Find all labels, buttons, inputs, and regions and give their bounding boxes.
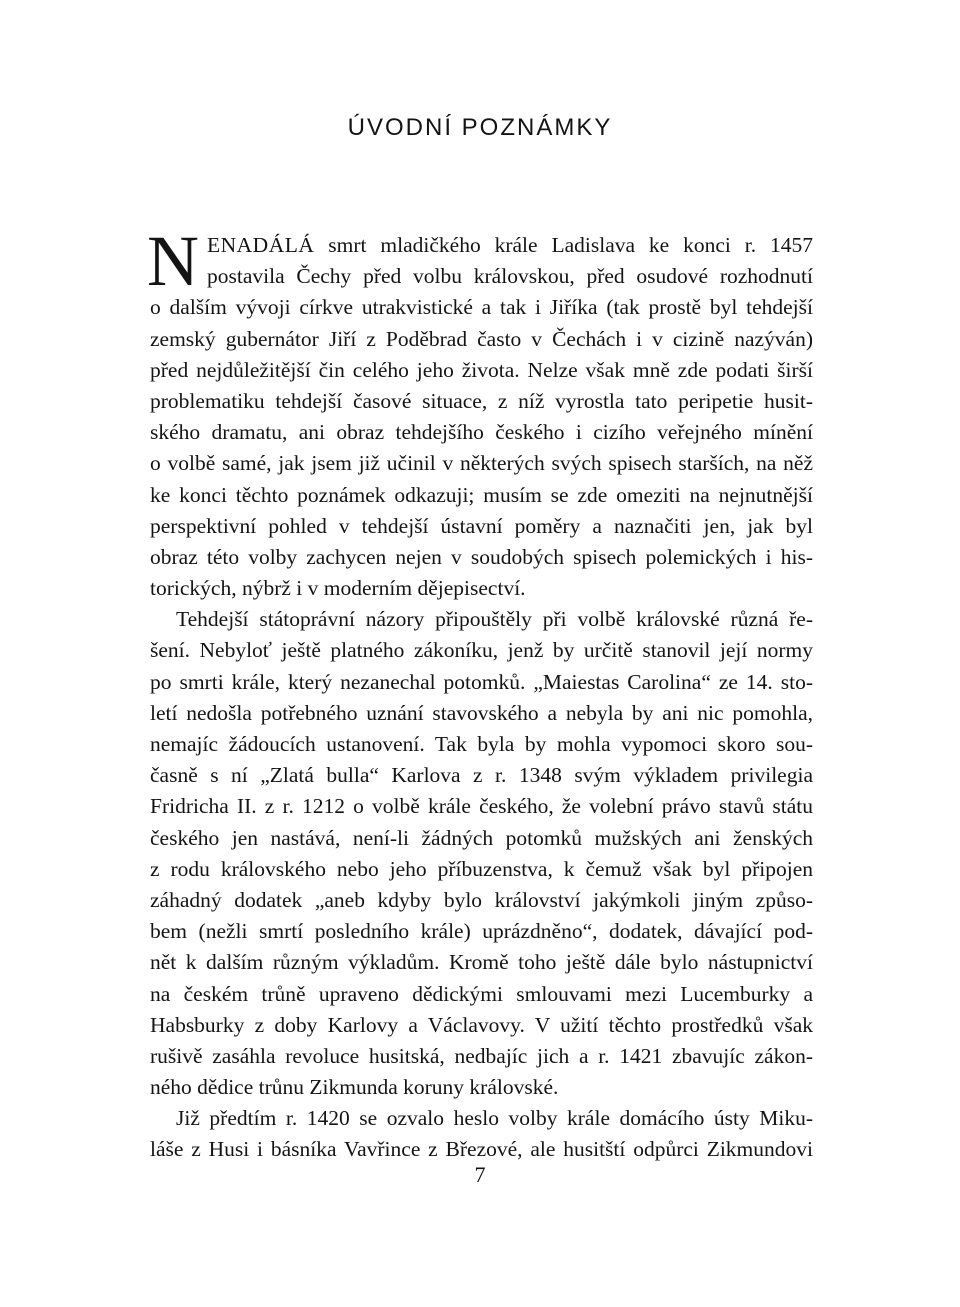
text-line: o volbě samé, jak jsem již učinil v některých svých spisech starších, na něž (150, 451, 813, 476)
text-line: zemský gubernátor Jiří z Poděbrad často v Čechách i v cizině nazýván) (150, 326, 813, 351)
text-line (150, 230, 813, 261)
text-line: postavila Čechy před volbu královskou, před osudové rozhodnutí (207, 264, 813, 289)
line-text: smrt mladičkého krále Ladislava ke konci r. 1457 (314, 233, 813, 257)
text-line: záhadný dodatek „aneb kdyby bylo království jakýmkoli jiným způso- (150, 887, 813, 912)
text-line: českého jen nastává, není-li žádných potomků mužských ani ženských (150, 825, 813, 850)
text-line: po smrti krále, který nezanechal potomků. „Maiestas Carolina“ ze 14. sto- (150, 669, 813, 694)
text-line: letí nedošla potřebného uznání stavovského a nebyla by ani nic pomohla, (150, 700, 813, 725)
body-text (147, 221, 813, 1166)
text-line: obraz této volby zachycen nejen v soudobých spisech polemických i his- (150, 544, 813, 569)
chapter-title: ÚVODNÍ POZNÁMKY (347, 114, 613, 141)
opening-word: ENADÁLÁ (207, 233, 315, 257)
text-line: na českém trůně upraveno dědickými smlouvami mezi Lucemburky a (150, 981, 813, 1006)
text-line: před nejdůležitější čin celého jeho života. Nelze však mně zde podati širší (150, 357, 813, 382)
text-line: nemajíc žádoucích ustanovení. Tak byla by mohla vypomoci skoro sou- (150, 732, 813, 756)
text-line: láše z Husi i básníka Vavřince z Březové, ale husitští odpůrci Zikmundovi (150, 1137, 813, 1162)
text-line: problematiku tehdejší časové situace, z níž vyrostla tato peripetie husit- (150, 388, 813, 413)
text-line: ného dědice trůnu Zikmunda koruny královské. (150, 1075, 559, 1100)
text-line: rušivě zasáhla revoluce husitská, nedbajíc jich a r. 1421 zbavujíc zákon- (150, 1043, 813, 1068)
text-line: Tehdejší státoprávní názory připouštěly při volbě královské různá ře- (176, 607, 813, 632)
page-number: 7 (474, 1162, 486, 1187)
text-line: Fridricha II. z r. 1212 o volbě krále českého, že volební právo stavů státu (150, 794, 813, 819)
text-line: ke konci těchto poznámek odkazuji; musím se zde omeziti na nejnutnější (150, 482, 813, 507)
text-line: o dalším vývoji církve utrakvistické a tak i Jiříka (tak prostě byl tehdejší (150, 295, 813, 320)
text-line: torických, nýbrž i v moderním dějepisectví. (150, 576, 526, 601)
text-line: šení. Nebyloť ještě platného zákoníku, jenž by určitě stanovil její normy (150, 638, 813, 663)
drop-cap: N (147, 221, 199, 301)
text-line: bem (nežli smrtí posledního krále) uprázdněno“, dodatek, dávající pod- (150, 919, 813, 944)
text-line: časně s ní „Zlatá bulla“ Karlova z r. 1348 svým výkladem privilegia (150, 763, 813, 788)
text-line: z rodu královského nebo jeho příbuzenstva, k čemuž však byl připojen (150, 856, 813, 881)
text-line: nět k dalším různým výkladům. Kromě toho ještě dále bylo nástupnictví (150, 950, 813, 975)
text-line: Již předtím r. 1420 se ozvalo heslo volby krále domácího ústy Miku- (176, 1106, 813, 1131)
text-line: perspektivní pohled v tehdejší ústavní poměry a naznačiti jen, jak byl (150, 513, 813, 538)
text-line: ského dramatu, ani obraz tehdejšího českého i cizího veřejného mínění (150, 420, 813, 445)
text-line: Habsburky z doby Karlovy a Václavovy. V užití těchto prostředků však (150, 1012, 813, 1037)
